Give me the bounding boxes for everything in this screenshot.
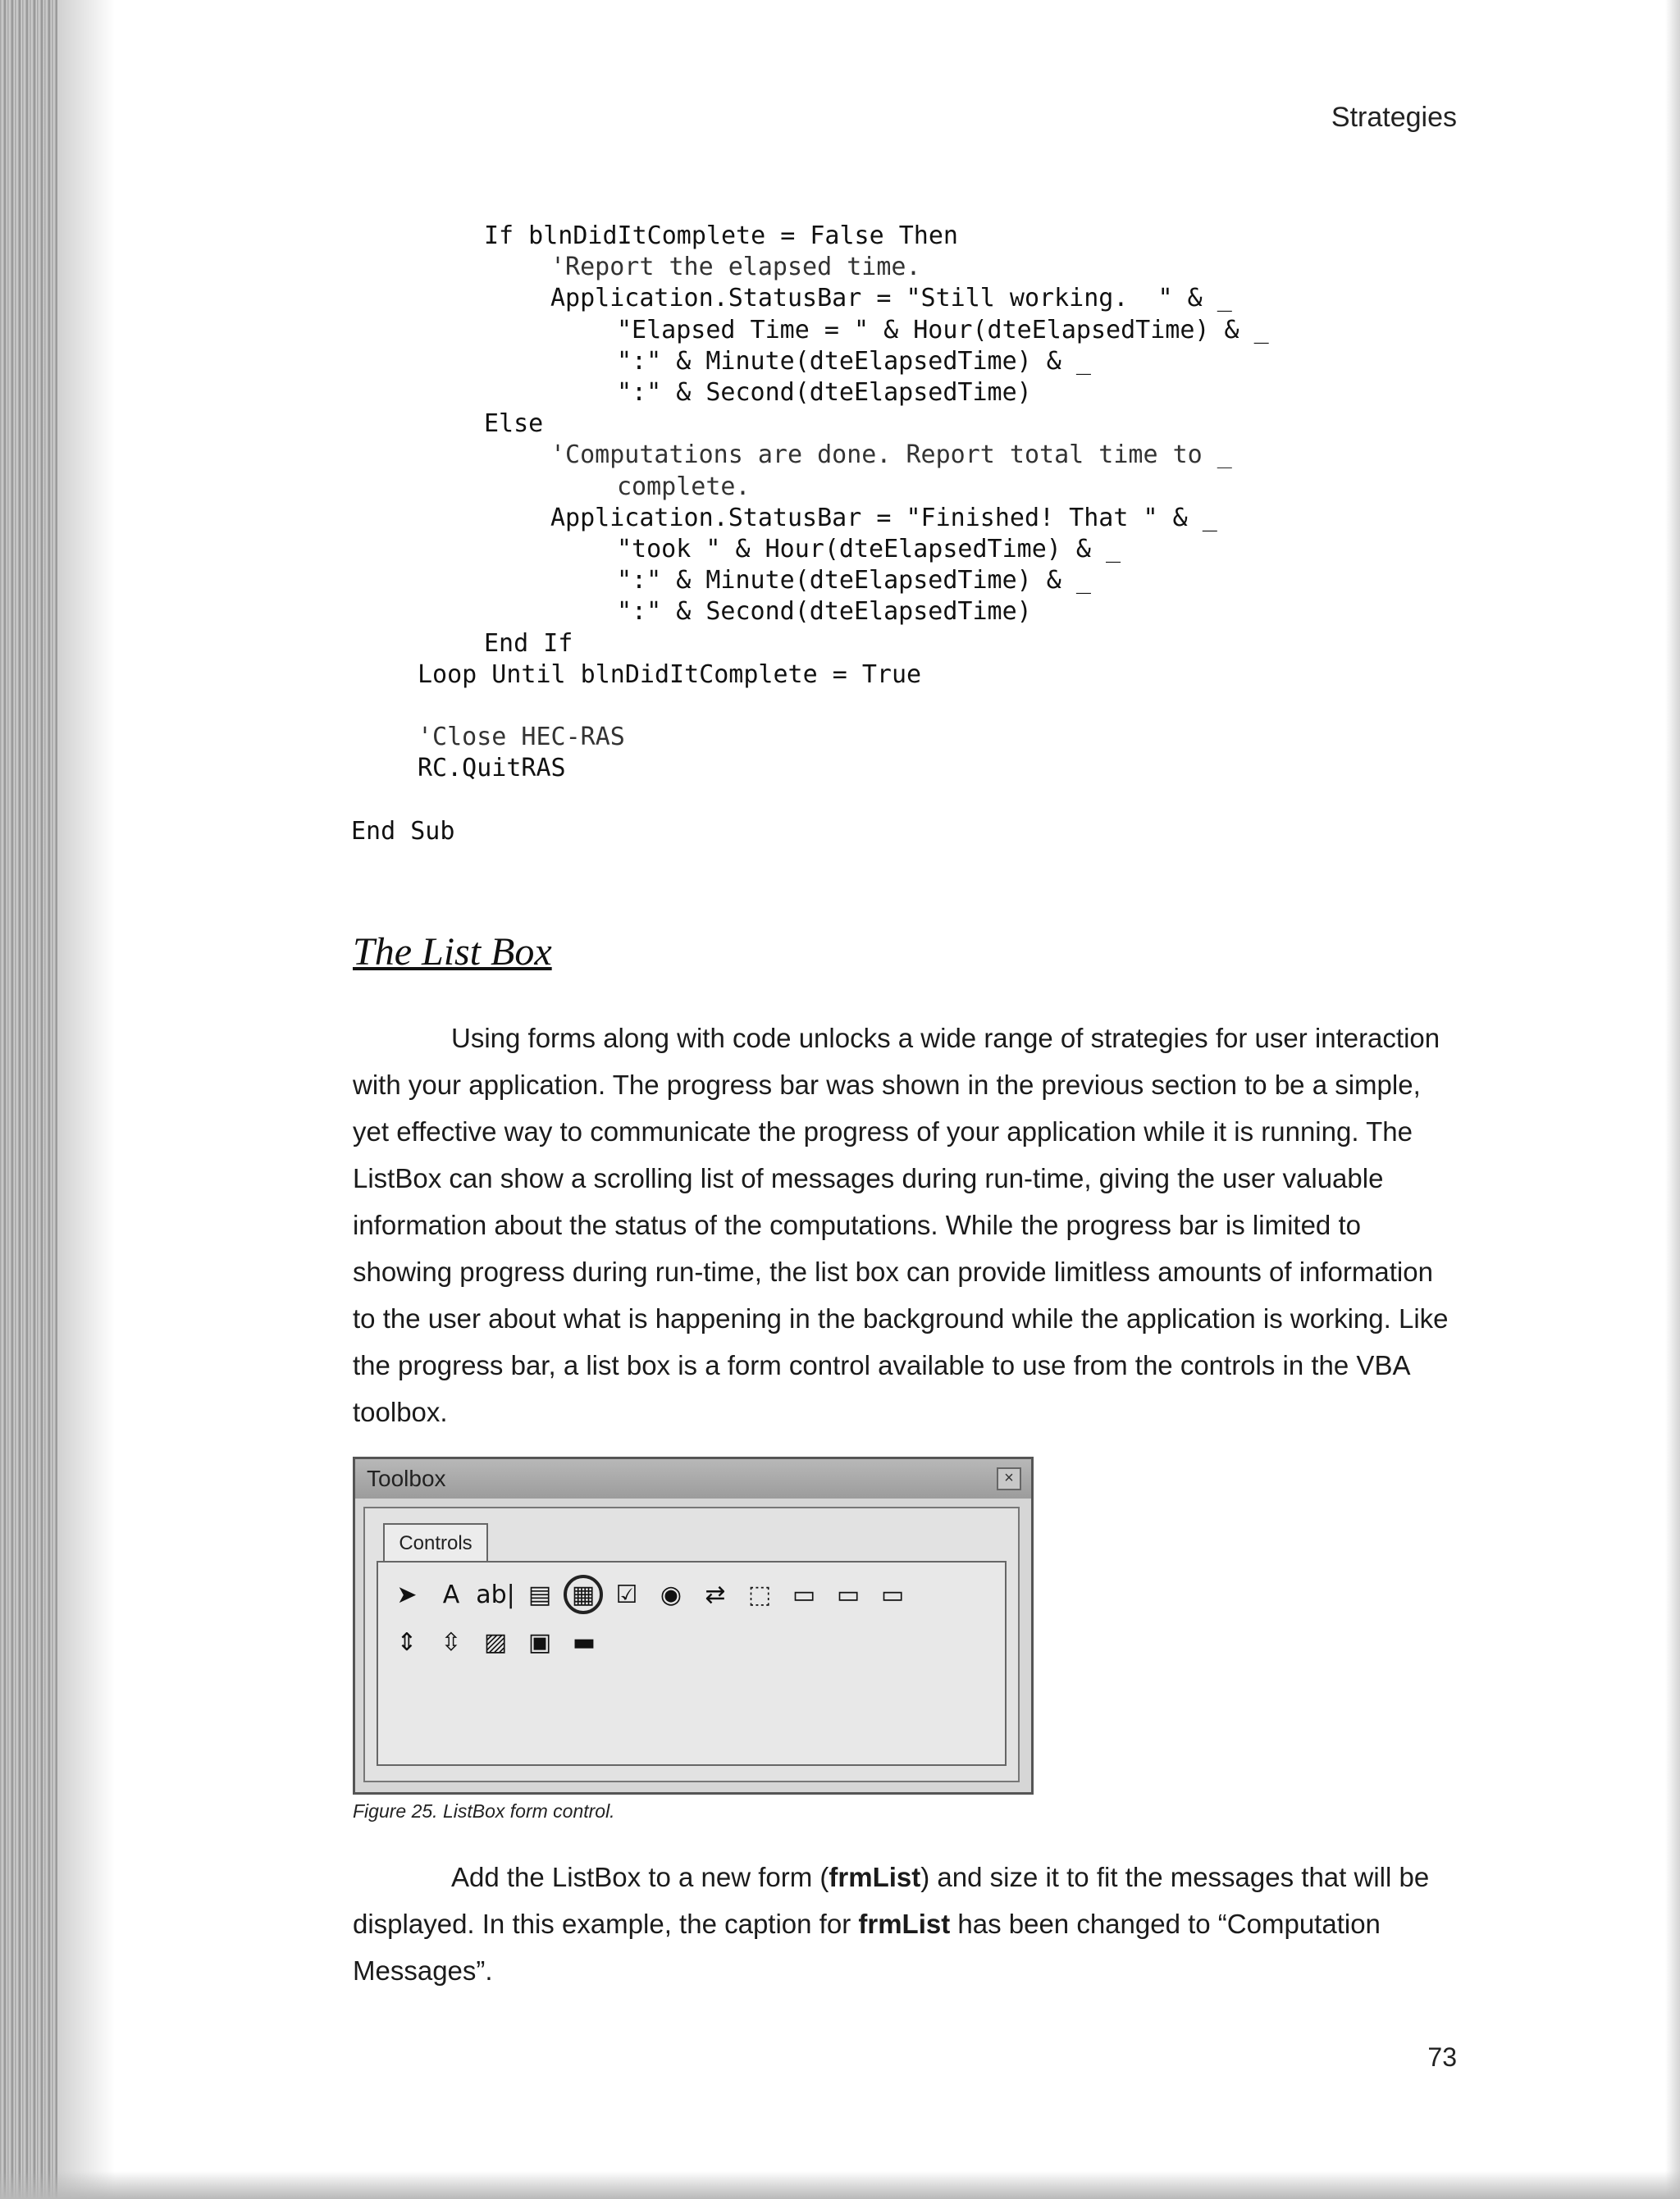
label-icon[interactable]: A [442, 1580, 460, 1609]
running-head: Strategies [1331, 102, 1457, 133]
page-bottom-edge [0, 2171, 1680, 2199]
form-name-bold-2: frmList [858, 1909, 951, 1939]
figure-caption: Figure 25. ListBox form control. [353, 1800, 615, 1822]
multipage-icon[interactable]: ▭ [880, 1580, 905, 1609]
code-line: ":" & Second(dteElapsedTime) [617, 597, 1032, 627]
page-right-edge [1665, 0, 1680, 2199]
tab-controls[interactable]: Controls [383, 1523, 488, 1563]
code-line: Loop Until blnDidItComplete = True [418, 659, 922, 689]
code-line: "took " & Hour(dteElapsedTime) & _ [617, 535, 1121, 563]
frame-icon[interactable]: ⬚ [747, 1580, 772, 1609]
togglebutton-icon[interactable]: ⇄ [705, 1580, 726, 1609]
code-comment-line: 'Close HEC-RAS [418, 723, 625, 752]
listbox-icon[interactable]: ▦ [564, 1575, 603, 1614]
code-line: Application.StatusBar = "Still working. " & _ [550, 284, 1232, 313]
toolbox-body [363, 1507, 1020, 1782]
code-line: RC.QuitRAS [418, 754, 566, 783]
code-comment-line: complete. [617, 472, 751, 501]
close-icon[interactable]: × [997, 1467, 1021, 1490]
code-line: If blnDidItComplete = False Then [484, 221, 958, 250]
paragraph-1-text: Using forms along with code unlocks a wide range of strategies for user interaction with your application. The progress bar was shown in the previous section to be a simple, yet effective way to communicate the progress of your application while it is running. The ListBox can show a scrolling list of messages during run-time, giving the user valuable information about the status of the computations. While the progress bar is limited to showing progress during run-time, the list box can provide limitless amounts of information to the user about what is happening in the background while the application is working. Like the progress bar, a list box is a form control available to use from the controls in the VBA toolbox. [353, 1023, 1449, 1427]
code-comment-line: 'Computations are done. Report total time to _ [550, 440, 1232, 470]
paragraph-2-text-a: Add the ListBox to a new form ( [451, 1862, 829, 1892]
binding-fade [57, 0, 115, 2199]
combobox-icon[interactable]: ▤ [527, 1580, 552, 1609]
code-line: ":" & Minute(dteElapsedTime) & _ [617, 346, 1091, 376]
toolbox-window [353, 1457, 1034, 1795]
image-icon[interactable]: ▨ [483, 1627, 508, 1657]
code-line: "Elapsed Time = " & Hour(dteElapsedTime) & _ [617, 315, 1269, 344]
book-binding-shadow [0, 0, 57, 2199]
scrollbar-icon[interactable]: ⇕ [396, 1627, 418, 1657]
code-line: ":" & Second(dteElapsedTime) [617, 378, 1032, 407]
optionbutton-icon[interactable]: ◉ [660, 1580, 682, 1609]
section-title: The List Box [353, 930, 552, 974]
body-paragraph-2 [353, 1854, 1460, 1994]
body-paragraph-1 [353, 1015, 1460, 1435]
toolbox-title: Toolbox [367, 1466, 446, 1491]
paragraph-2-text-b: ) and size it to fit the messages that will be displayed. In this example, the caption for [353, 1862, 1430, 1939]
checkbox-icon[interactable]: ☑ [615, 1580, 638, 1609]
controls-row-2 [386, 1622, 605, 1663]
extra-control-icon[interactable]: ▬ [572, 1627, 596, 1657]
code-comment-line: 'Report the elapsed time. [550, 253, 921, 282]
code-line: Else [484, 409, 544, 439]
controls-panel [377, 1561, 1007, 1766]
pointer-icon[interactable]: ➤ [396, 1580, 418, 1609]
code-line: Application.StatusBar = "Finished! That " & _ [550, 503, 1217, 532]
textbox-icon[interactable]: ab| [476, 1580, 515, 1609]
toolbox-titlebar [355, 1459, 1031, 1499]
code-line: End If [484, 628, 573, 658]
paragraph-2-text-c: has been changed to “Computation Messages”. [353, 1909, 1381, 1986]
form-name-bold-1: frmList [829, 1862, 921, 1892]
page-number: 73 [1427, 2042, 1457, 2072]
spinbutton-icon[interactable]: ⇳ [441, 1627, 462, 1657]
refedit-icon[interactable]: ▣ [527, 1627, 552, 1657]
code-line: End Sub [351, 816, 455, 846]
commandbutton-icon[interactable]: ▭ [792, 1580, 816, 1609]
tabstrip-icon[interactable]: ▭ [836, 1580, 861, 1609]
code-line: ":" & Minute(dteElapsedTime) & _ [617, 566, 1091, 595]
controls-row-1 [386, 1574, 913, 1615]
